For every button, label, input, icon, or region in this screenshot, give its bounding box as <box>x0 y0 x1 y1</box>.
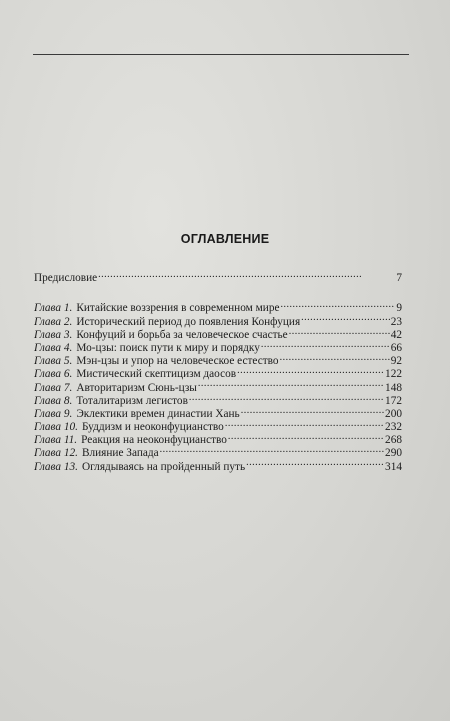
header-rule <box>33 54 409 55</box>
chapter-number-label: Глава 3. <box>34 328 73 341</box>
chapter-page-number: 42 <box>390 328 402 341</box>
dot-leader <box>225 417 384 430</box>
chapter-page-number: 92 <box>390 355 402 368</box>
dot-leader <box>189 391 384 404</box>
dot-leader <box>198 377 384 390</box>
dot-leader <box>246 456 384 469</box>
toc-entry-preface[interactable] <box>34 268 402 285</box>
chapter-number-label: Глава 5. <box>34 355 73 368</box>
chapter-number-label: Глава 6. <box>34 368 73 381</box>
chapter-number-label: Глава 2. <box>34 315 73 328</box>
chapter-title: Исторический период до появления Конфуция <box>76 315 301 328</box>
chapter-number-label: Глава 13. <box>34 460 78 473</box>
chapter-title: Авторитаризм Сюнь-цзы <box>76 381 197 394</box>
chapter-number-label: Глава 8. <box>34 394 73 407</box>
chapter-number-label: Глава 12. <box>34 447 78 460</box>
chapter-title: Мо-цзы: поиск пути к миру и порядку <box>76 341 260 354</box>
chapter-page-number: 314 <box>385 460 402 473</box>
chapter-number-label: Глава 7. <box>34 381 73 394</box>
chapter-page-number: 232 <box>385 421 402 434</box>
chapter-title: Оглядываясь на пройденный путь <box>81 460 246 473</box>
chapter-title: Мистический скептицизм даосов <box>76 368 237 381</box>
chapter-number-label: Глава 4. <box>34 341 73 354</box>
chapter-page-number: 200 <box>385 407 402 420</box>
chapter-title: Китайские воззрения в современном мире <box>76 302 280 315</box>
toc-title: ОГЛАВЛЕНИЕ <box>180 232 270 246</box>
preface-label: Предисловие <box>34 272 98 285</box>
chapter-title: Мэн-цзы и упор на человеческое естество <box>76 355 279 368</box>
chapter-title: Буддизм и неоконфуцианство <box>81 421 224 434</box>
chapter-page-number: 268 <box>385 434 402 447</box>
chapter-page-number: 172 <box>385 394 402 407</box>
dot-leader <box>241 404 384 417</box>
dot-leader <box>261 338 390 351</box>
chapter-title: Влияние Запада <box>81 447 159 460</box>
table-of-contents <box>34 268 402 473</box>
dot-leader <box>280 351 390 364</box>
chapter-page-number: 23 <box>390 315 402 328</box>
dot-leader <box>289 325 390 338</box>
preface-page-number: 7 <box>396 272 402 285</box>
chapter-page-number: 66 <box>390 341 402 354</box>
dot-leader <box>237 364 384 377</box>
toc-entry-chapter[interactable] <box>34 298 402 315</box>
dot-leader <box>228 430 384 443</box>
chapter-title: Тоталитаризм легистов <box>76 394 188 407</box>
chapter-title: Реакция на неоконфуцианство <box>81 434 227 447</box>
dot-leader <box>301 311 390 324</box>
chapter-title: Конфуций и борьба за человеческое счастье <box>76 328 288 341</box>
dot-leader <box>98 268 395 281</box>
chapter-page-number: 290 <box>385 447 402 460</box>
chapter-number-label: Глава 9. <box>34 407 73 420</box>
chapter-number-label: Глава 1. <box>34 302 73 315</box>
chapter-page-number: 9 <box>396 302 402 315</box>
chapter-page-number: 122 <box>385 368 402 381</box>
chapter-page-number: 148 <box>385 381 402 394</box>
chapter-title: Эклектики времен династии Хань <box>76 407 240 420</box>
chapter-list <box>34 298 402 473</box>
chapter-number-label: Глава 11. <box>34 434 78 447</box>
dot-leader <box>281 298 396 311</box>
dot-leader <box>160 443 384 456</box>
chapter-number-label: Глава 10. <box>34 421 78 434</box>
